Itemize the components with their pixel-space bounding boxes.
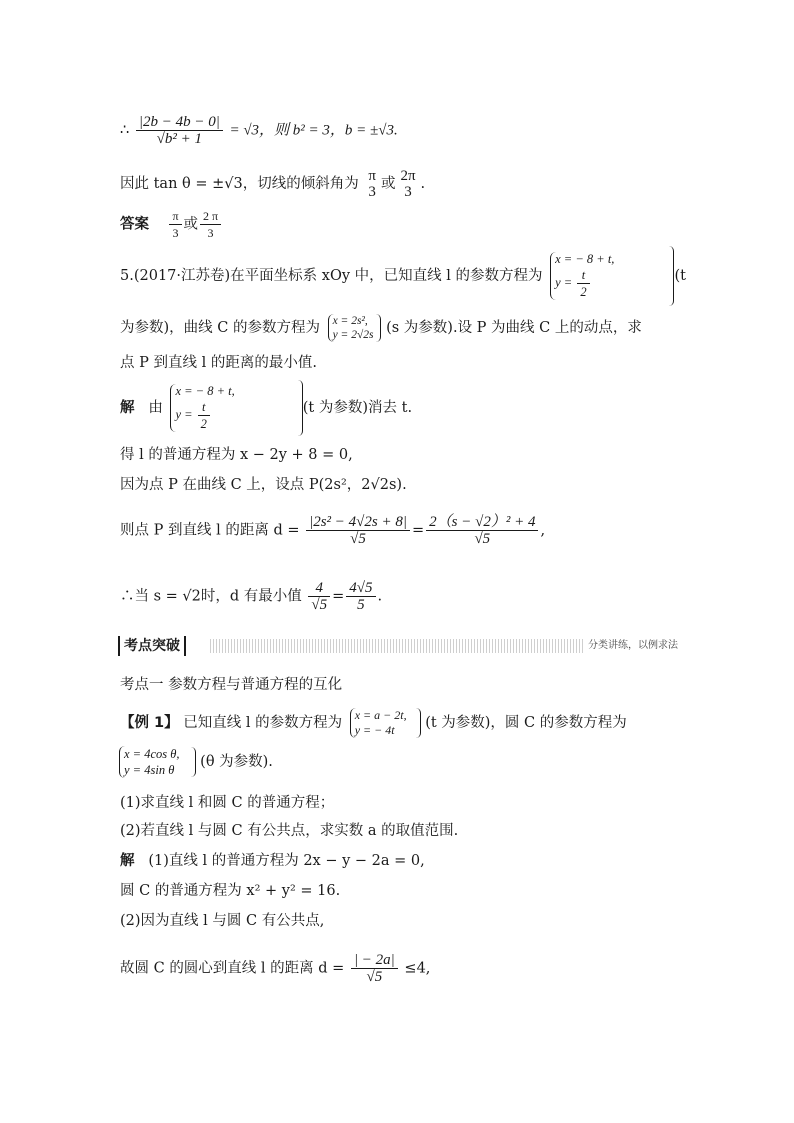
parametric-system bbox=[119, 746, 180, 778]
system-row: y = 2√2s bbox=[332, 329, 374, 341]
problem-5-line-3 bbox=[120, 353, 317, 373]
solution-text: (t 为参数)消去 t. bbox=[302, 400, 413, 416]
answer-line-4 bbox=[120, 952, 430, 985]
fraction-denominator: 3 bbox=[404, 184, 412, 200]
system-row: x = − 8 + t, bbox=[555, 252, 615, 266]
problem-5-line-2 bbox=[120, 314, 642, 342]
system-row bbox=[175, 399, 234, 432]
line-1 bbox=[120, 114, 398, 147]
solution-text: ∴当 s = √2时，d 有最小值 bbox=[120, 588, 302, 605]
answer-line bbox=[120, 208, 223, 241]
fraction-denominator: √5 bbox=[350, 531, 366, 547]
fraction-denominator: 2 bbox=[580, 285, 587, 299]
answer-text: 故圆 C 的圆心到直线 l 的距离 d = bbox=[120, 960, 345, 977]
question-text: (2)若直线 l 与圆 C 有公共点，求实数 a 的取值范围. bbox=[120, 823, 459, 839]
section-title: 考点突破 bbox=[118, 636, 186, 656]
fraction bbox=[397, 168, 418, 200]
fraction bbox=[365, 168, 379, 200]
fraction bbox=[136, 114, 223, 147]
problem-5-line-1 bbox=[120, 246, 686, 306]
solution-line-1 bbox=[120, 380, 412, 436]
fraction-denominator: 3 bbox=[207, 226, 214, 240]
answer-label: 答案 bbox=[120, 216, 149, 233]
example-text: (t 为参数)，圆 C 的参数方程为 bbox=[425, 715, 627, 731]
topic-title: 考点一 参数方程与普通方程的互化 bbox=[120, 677, 343, 693]
system-row-lhs: y = bbox=[555, 275, 573, 290]
solution-text: 得 l 的普通方程为 x − 2y + 8 = 0, bbox=[120, 447, 353, 463]
fraction-numerator: 4√5 bbox=[346, 580, 375, 597]
problem-text: 5.(2017·江苏卷)在平面坐标系 xOy 中，已知直线 l 的参数方程为 bbox=[120, 268, 543, 284]
system-close bbox=[191, 747, 196, 777]
fraction bbox=[198, 399, 210, 432]
system-close bbox=[416, 708, 421, 738]
system-row: x = 2s², bbox=[332, 315, 368, 327]
problem-text: 为参数)，曲线 C 的参数方程为 bbox=[120, 320, 320, 336]
fraction-numerator: π bbox=[169, 208, 181, 225]
answer-line-2 bbox=[120, 881, 340, 901]
example-1-line-1 bbox=[120, 708, 627, 738]
comma: , bbox=[540, 522, 546, 539]
fraction-denominator: √b² + 1 bbox=[156, 131, 203, 147]
or-text: 或 bbox=[380, 176, 396, 192]
equals-sign: = bbox=[332, 588, 345, 605]
answer-text: (2)因为直线 l 与圆 C 有公共点, bbox=[120, 913, 325, 929]
question-1 bbox=[120, 793, 334, 813]
system-row: x = a − 2t, bbox=[354, 708, 407, 722]
equals-sign: = bbox=[412, 522, 425, 539]
parametric-system bbox=[170, 384, 234, 432]
answer-text: ≤4, bbox=[404, 960, 431, 977]
fraction-denominator: 2 bbox=[200, 417, 207, 431]
section-subtitle: 分类讲练，以例求法 bbox=[584, 638, 678, 654]
system-row: y = 4sin θ bbox=[124, 763, 175, 777]
fraction-numerator: |2s² − 4√2s + 8| bbox=[306, 514, 410, 531]
problem-text: 点 P 到直线 l 的距离的最小值. bbox=[120, 355, 317, 371]
example-text: 已知直线 l 的参数方程为 bbox=[183, 715, 343, 731]
solution-text: 因为点 P 在曲线 C 上，设点 P(2s²，2√2s). bbox=[120, 477, 407, 493]
equation-text: = √3，则 b² = 3，b = ±√3. bbox=[229, 122, 398, 139]
system-row-lhs: y = bbox=[175, 407, 193, 422]
solution-line-2 bbox=[120, 445, 353, 465]
solution-line-4 bbox=[120, 514, 545, 547]
parametric-system bbox=[350, 708, 407, 738]
fraction-denominator: √5 bbox=[311, 597, 328, 613]
system-row: y = − 4t bbox=[354, 723, 395, 737]
problem-text: (s 为参数).设 P 为曲线 C 上的动点，求 bbox=[386, 320, 642, 336]
parametric-system bbox=[328, 314, 374, 342]
system-row: x = − 8 + t, bbox=[175, 384, 235, 398]
section-header bbox=[118, 636, 678, 656]
fraction bbox=[308, 580, 330, 613]
example-text: (θ 为参数). bbox=[200, 754, 273, 770]
fraction-denominator: 3 bbox=[368, 184, 376, 200]
answer-line-3 bbox=[120, 911, 324, 931]
period: . bbox=[377, 588, 383, 605]
fraction-denominator: 3 bbox=[172, 226, 179, 240]
fraction-denominator: √5 bbox=[366, 969, 383, 985]
therefore-symbol: ∴ bbox=[120, 122, 130, 139]
or-text: 或 bbox=[183, 216, 198, 233]
example-1-line-2 bbox=[116, 746, 273, 778]
fraction bbox=[306, 514, 410, 547]
system-row: x = 4cos θ, bbox=[124, 747, 180, 761]
fraction-numerator: t bbox=[198, 399, 210, 416]
system-close bbox=[376, 314, 381, 342]
solution-line-5 bbox=[120, 580, 382, 613]
line-2 bbox=[120, 168, 425, 200]
fraction bbox=[200, 208, 221, 241]
solution-label: 解 bbox=[120, 400, 135, 416]
solution-text: 则点 P 到直线 l 的距离 d = bbox=[120, 522, 300, 539]
answer-line-1 bbox=[120, 851, 425, 871]
period: . bbox=[420, 176, 426, 192]
question-text: (1)求直线 l 和圆 C 的普通方程； bbox=[120, 795, 335, 811]
answer-text: (1)直线 l 的普通方程为 2x − y − 2a = 0, bbox=[148, 853, 425, 869]
fraction-numerator: |2b − 4b − 0| bbox=[136, 114, 223, 131]
question-2 bbox=[120, 821, 458, 841]
example-label: 【例 1】 bbox=[120, 715, 179, 731]
fraction-numerator: | − 2a| bbox=[351, 952, 398, 969]
fraction bbox=[351, 952, 398, 985]
system-row bbox=[555, 267, 614, 300]
solution-label: 解 bbox=[120, 853, 135, 869]
fraction-numerator: 4 bbox=[308, 580, 330, 597]
fraction-numerator: 2（s − √2）² + 4 bbox=[426, 514, 538, 531]
parametric-system bbox=[550, 252, 614, 300]
fraction bbox=[577, 267, 589, 300]
fraction bbox=[169, 208, 181, 241]
fraction bbox=[426, 514, 538, 547]
fraction-denominator: √5 bbox=[474, 531, 491, 547]
fraction-numerator: 2π bbox=[400, 168, 416, 184]
answer-text: 圆 C 的普通方程为 x² + y² = 16. bbox=[120, 883, 341, 899]
fraction-denominator: 5 bbox=[357, 597, 365, 613]
fraction-numerator: π bbox=[368, 168, 376, 184]
fraction-numerator: t bbox=[577, 267, 589, 284]
fraction bbox=[346, 580, 375, 613]
body-text: 因此 tan θ = ±√3，切线的倾斜角为 bbox=[120, 176, 359, 192]
problem-text: (t bbox=[674, 268, 686, 284]
topic-heading bbox=[120, 675, 342, 695]
fraction-numerator: 2 π bbox=[200, 208, 221, 225]
solution-text: 由 bbox=[148, 400, 163, 416]
solution-line-3 bbox=[120, 475, 407, 495]
